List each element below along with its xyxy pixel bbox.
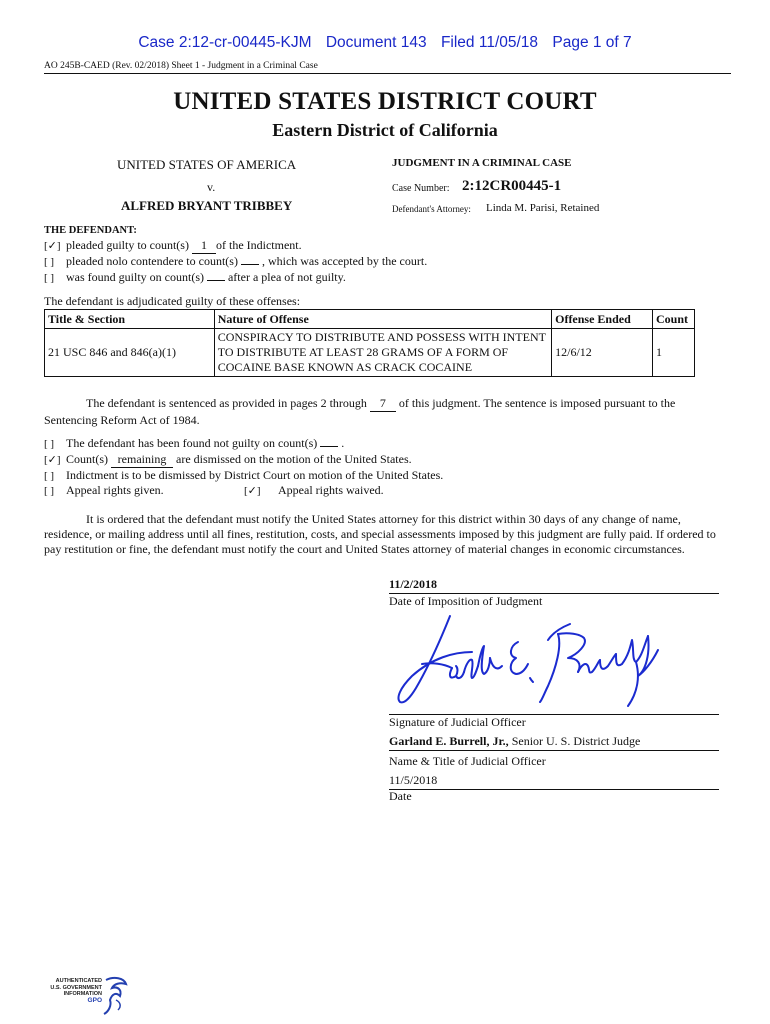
checkbox: [✓] [44, 454, 61, 466]
check-text: Count(s) [66, 452, 108, 466]
gpo-line1: AUTHENTICATED [55, 978, 102, 984]
pages-field: 7 [370, 395, 396, 412]
dismissed-row [44, 452, 412, 468]
cell-title-section: 21 USC 846 and 846(a)(1) [45, 329, 215, 377]
plea-text: was found guilty on count(s) [66, 270, 204, 284]
attorney-name: Linda M. Parisi, Retained [486, 202, 600, 214]
sentence-post: of this judgment. The sentence is imposed pursuant to the Sentencing Reform Act of 1984. [44, 396, 676, 427]
sentence-paragraph [44, 395, 694, 428]
check-text: Appeal rights given. [66, 483, 164, 497]
plea-suffix: , which was accepted by the court. [261, 254, 428, 268]
offenses-intro: The defendant is adjudicated guilty of these offenses: [44, 294, 301, 308]
attorney-label: Defendant's Attorney: [392, 204, 471, 214]
check-suffix: . [341, 436, 345, 450]
cell-nature: CONSPIRACY TO DISTRIBUTE AND POSSESS WITH INTENT TO DISTRIBUTE AT LEAST 28 GRAMS OF A FORM OF COCAINE BASE KNOWN AS CRACK COCAINE [214, 329, 551, 377]
col-title-section: Title & Section [45, 310, 215, 329]
case-number-label: Case Number: [392, 183, 450, 194]
checkbox: [ ] [44, 272, 55, 284]
appeal-waived-row [244, 483, 384, 498]
the-defendant-heading: THE DEFENDANT: [44, 225, 137, 236]
name-title-label: Name & Title of Judicial Officer [389, 754, 546, 768]
divider [44, 73, 731, 74]
count-field [207, 280, 225, 281]
form-id: AO 245B-CAED (Rev. 02/2018) Sheet 1 - Judgment in a Criminal Case [44, 61, 318, 71]
page-indicator: Page 1 of 7 [552, 34, 632, 51]
table-row [45, 329, 695, 377]
count-field [320, 446, 338, 447]
not-guilty-row [44, 436, 344, 451]
gpo-line3: INFORMATION [63, 991, 102, 997]
defendant-name: ALFRED BRYANT TRIBBEY [121, 198, 293, 213]
court-district: Eastern District of California [272, 120, 498, 140]
versus: v. [207, 180, 216, 194]
court-title: UNITED STATES DISTRICT COURT [173, 88, 597, 115]
checkbox: [ ] [44, 485, 55, 497]
cell-count: 1 [652, 329, 694, 377]
signature-date: 11/5/2018 [389, 773, 438, 787]
col-count: Count [652, 310, 694, 329]
judgment-title: JUDGMENT IN A CRIMINAL CASE [392, 157, 572, 169]
count-field: 1 [192, 238, 216, 254]
table-header-row [45, 310, 695, 329]
order-paragraph [44, 512, 716, 557]
filing-header [0, 34, 770, 52]
eagle-icon [102, 974, 130, 1016]
offenses-table [44, 309, 695, 377]
plea-suffix: after a plea of not guilty. [227, 270, 346, 284]
plea-text: pleaded guilty to count(s) [66, 238, 189, 252]
appeal-given-row [44, 483, 164, 498]
checkbox: [ ] [44, 256, 55, 268]
plea-text: pleaded nolo contendere to count(s) [66, 254, 238, 268]
checkbox: [ ] [44, 470, 55, 482]
checkbox: [ ] [44, 438, 55, 450]
check-text: Indictment is to be dismissed by District Court on motion of the United States. [66, 468, 444, 482]
col-offense-ended: Offense Ended [552, 310, 653, 329]
judge-title: Senior U. S. District Judge [511, 734, 641, 748]
check-suffix: are dismissed on the motion of the United States. [176, 452, 412, 466]
col-nature: Nature of Offense [214, 310, 551, 329]
gpo-authentication-logo [40, 974, 130, 1016]
checkbox: [✓] [244, 485, 261, 497]
plea-suffix: of the Indictment. [215, 238, 302, 252]
imposition-label: Date of Imposition of Judgment [389, 594, 543, 608]
judge-name: Garland E. Burrell, Jr., [389, 734, 509, 748]
filed-date: Filed 11/05/18 [440, 34, 539, 51]
case-id: Case 2:12-cr-00445-KJM [138, 34, 312, 51]
signature-label: Signature of Judicial Officer [389, 715, 526, 729]
case-number: 2:12CR00445-1 [462, 178, 562, 194]
plaintiff: UNITED STATES OF AMERICA [117, 157, 297, 172]
cell-offense-ended: 12/6/12 [552, 329, 653, 377]
plea-guilty-row [44, 238, 302, 254]
imposition-date: 11/2/2018 [389, 577, 438, 591]
sentence-pre: The defendant is sentenced as provided in pages 2 through [86, 396, 367, 410]
date-label: Date [389, 789, 412, 803]
check-text: Appeal rights waived. [278, 483, 384, 497]
divider [389, 750, 719, 751]
order-text: It is ordered that the defendant must notify the United States attorney for this district within 30 days of any change of name, residence, or mailing address until all fines, restitution, costs, and special assessments imposed by this judgment are fully paid. If ordered to pay restitution or fine, the defendant must notify the court and United States attorney of material changes in economic circumstances. [44, 512, 716, 556]
plea-nolo-row [44, 254, 427, 269]
plea-found-row [44, 270, 346, 285]
count-field [241, 264, 259, 265]
check-text: The defendant has been found not guilty on count(s) [66, 436, 318, 450]
gpo-mark: GPO [87, 996, 102, 1004]
judge-name-title [389, 734, 719, 749]
document-number: Document 143 [325, 34, 427, 51]
gpo-line2: U.S. GOVERNMENT [50, 984, 102, 991]
checkbox: [✓] [44, 240, 61, 252]
count-field: remaining [111, 452, 173, 468]
judge-signature [392, 606, 662, 712]
indictment-row [44, 468, 443, 483]
